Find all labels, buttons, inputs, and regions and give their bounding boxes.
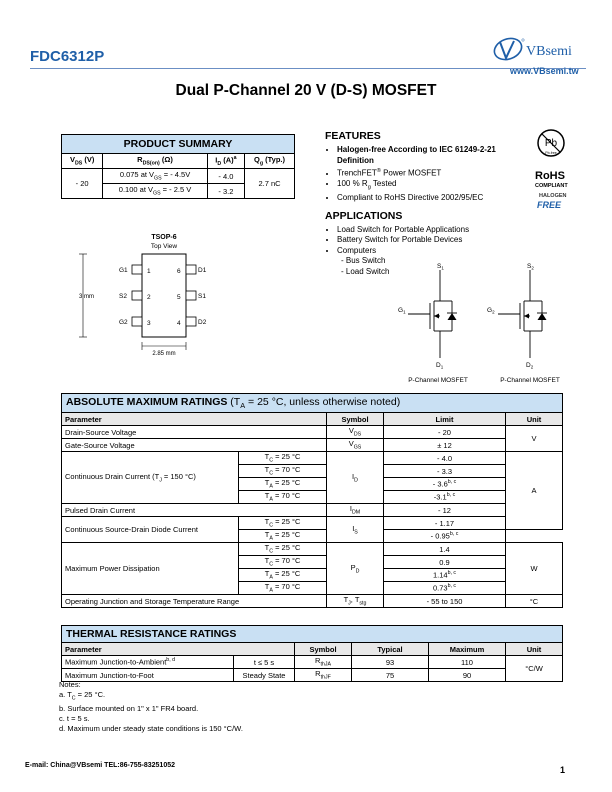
s2-label: $S_2$ [527, 263, 534, 271]
limit-cell: - 55 to 150 [384, 595, 506, 608]
limit-cell: 1.4 [384, 543, 506, 556]
rohs-badge: RoHS [535, 170, 565, 182]
g1-label: $G_1$ [398, 307, 406, 315]
rds-row-1: 0.075 at $V_{GS}$ = - 4.5V [103, 169, 207, 184]
pin-number: 1 [147, 268, 151, 275]
col-typical: Typical [352, 643, 429, 656]
limit-cell: ± 12 [384, 439, 506, 452]
row-junction-foot: Maximum Junction-to-Foot [62, 669, 234, 682]
application-item: • Load Switch for Portable Applications [337, 225, 525, 236]
row-operating-junction: Operating Junction and Storage Temperature Range [62, 595, 327, 608]
limit-cell: -3.1$^{b, c}$ [384, 491, 506, 504]
row-gate-source: Gate-Source Voltage [62, 439, 327, 452]
condition-cell: $T_C = 25$ °C [239, 452, 327, 465]
id-row-1: - 4.0 [207, 169, 244, 184]
pin-label: G1 [119, 267, 128, 274]
part-number: FDC6312P [30, 48, 105, 65]
application-item: • Battery Switch for Portable Devices [337, 235, 525, 246]
features-heading: FEATURES [325, 130, 381, 142]
rohs-compliant: COMPLIANT [535, 183, 568, 189]
condition-cell: $T_A = 25$ °C [239, 530, 327, 543]
id-row-2: - 3.2 [207, 184, 244, 199]
note-b: b. Surface mounted on 1" x 1" FR4 board. [59, 703, 199, 713]
unit-cell: V [506, 426, 563, 452]
limit-cell: - 3.3 [384, 465, 506, 478]
row-pulsed-drain: Pulsed Drain Current [62, 504, 327, 517]
col-rds: $R_{DS(on)}$ (Ω) [103, 154, 207, 169]
unit-cell: °C/W [506, 656, 563, 682]
limit-cell: 1.14$^{b, c}$ [384, 569, 506, 582]
col-parameter: Parameter [62, 643, 295, 656]
pb-label: Pb [544, 138, 558, 149]
pin-number: 2 [147, 294, 151, 301]
col-maximum: Maximum [429, 643, 506, 656]
symbol-cell: $I_{DM}$ [327, 504, 384, 517]
symbol-cell: $R_{thJA}$ [295, 656, 352, 669]
condition-cell: $T_C = 70$ °C [239, 556, 327, 569]
condition-cell: Steady State [234, 669, 295, 682]
col-limit: Limit [384, 413, 506, 426]
typical-cell: 93 [352, 656, 429, 669]
symbol-cell: $V_{DS}$ [327, 426, 384, 439]
limit-cell: - 4.0 [384, 452, 506, 465]
brand-name: VBsemi [526, 44, 572, 59]
features-section [325, 130, 525, 277]
symbol-cell: $I_S$ [327, 517, 384, 543]
halogen-free-label: FREE [537, 200, 562, 210]
symbol-cell: $P_D$ [327, 543, 384, 595]
pin-number: 6 [177, 268, 181, 275]
page-number: 1 [560, 765, 566, 775]
col-symbol: Symbol [295, 643, 352, 656]
application-subitem: - Load Switch [341, 266, 390, 276]
pin-number: 3 [147, 320, 151, 327]
unit-cell: A [506, 452, 563, 530]
pin-label: G2 [119, 319, 128, 326]
pb-sub-label: Pb-free [545, 151, 557, 155]
feature-item: • TrenchFET® Power MOSFET [337, 166, 525, 179]
thermal-heading: THERMAL RESISTANCE RATINGS [62, 626, 563, 643]
col-unit: Unit [506, 643, 563, 656]
feature-item: • Compliant to RoHS Directive 2002/95/EC [337, 193, 525, 204]
condition-cell: $T_A = 70$ °C [239, 582, 327, 595]
row-max-power: Maximum Power Dissipation [62, 543, 239, 595]
product-summary-table [61, 134, 295, 199]
footer-contact: E-mail: China@VBsemi TEL:86-755-83251052 [25, 762, 176, 769]
width-dimension: 2.85 mm [152, 351, 176, 357]
limit-cell: - 12 [384, 504, 506, 517]
schematic-caption: P-Channel MOSFET [408, 377, 468, 384]
symbol-cell: $T_J$, $T_{stg}$ [327, 595, 384, 608]
symbol-cell: $I_D$ [327, 452, 384, 504]
symbol-cell: $V_{GS}$ [327, 439, 384, 452]
maximum-cell: 90 [429, 669, 506, 682]
s1-label: $S_1$ [437, 263, 444, 271]
typical-cell: 75 [352, 669, 429, 682]
row-junction-ambient: Maximum Junction-to-Ambient$^{b, d}$ [62, 656, 234, 669]
col-unit: Unit [506, 413, 563, 426]
condition-cell: $T_A = 25$ °C [239, 478, 327, 491]
limit-cell: - 1.17 [384, 517, 506, 530]
pin-label: S2 [119, 293, 127, 300]
pb-free-icon [536, 128, 566, 158]
col-qg: $Q_g$ (Typ.) [244, 154, 294, 169]
maximum-cell: 110 [429, 656, 506, 669]
condition-cell: t ≤ 5 s [234, 656, 295, 669]
vds-value: - 20 [62, 169, 103, 199]
feature-item: • Halogen-free According to IEC 61249-2-21 Definition [337, 145, 525, 166]
symbol-cell: $R_{thJF}$ [295, 669, 352, 682]
height-dimension: 3 mm [79, 294, 94, 300]
mosfet-schematics [390, 258, 590, 386]
applications-heading: APPLICATIONS [325, 209, 403, 222]
package-name: TSOP-6 [151, 234, 177, 241]
g2-label: $G_2$ [487, 307, 495, 315]
pin-label: D1 [198, 267, 207, 274]
col-id: $I_D$ $(A)^a$ [207, 154, 244, 169]
limit-cell: 0.73$^{b, c}$ [384, 582, 506, 595]
d2-label: $D_2$ [526, 362, 534, 370]
qg-value: 2.7 nC [244, 169, 294, 199]
abs-max-heading: ABSOLUTE MAXIMUM RATINGS ($T_A = 25$ °C, unless otherwise noted) [62, 394, 563, 413]
notes-section [59, 680, 243, 735]
limit-cell: - 0.95$^{b, c}$ [384, 530, 506, 543]
unit-cell: W [506, 543, 563, 595]
condition-cell: $T_C = 70$ °C [239, 465, 327, 478]
unit-cell: °C [506, 595, 563, 608]
condition-cell: $T_A = 25$ °C [239, 569, 327, 582]
tsop6-package-diagram [70, 228, 230, 360]
application-item: • Computers [337, 246, 525, 257]
page-title: Dual P-Channel 20 V (D-S) MOSFET [175, 82, 437, 99]
feature-item: • 100 % $R_g$ Tested [337, 179, 525, 193]
pin-label: D2 [198, 319, 207, 326]
halogen-label: HALOGEN [539, 193, 567, 199]
note-a: a. $T_C = 25$ °C. [59, 690, 106, 702]
limit-cell: - 3.6$^{b, c}$ [384, 478, 506, 491]
pin-label: S1 [198, 293, 206, 300]
col-vds: $V_{DS}$ (V) [62, 154, 103, 169]
website-link[interactable]: www.VBsemi.tw [510, 66, 579, 76]
pin-number: 5 [177, 294, 181, 301]
package-view: Top View [150, 243, 178, 250]
note-d: d. Maximum under steady state conditions is 150 °C/W. [59, 724, 243, 734]
product-summary-heading: PRODUCT SUMMARY [62, 135, 295, 154]
rds-row-2: 0.100 at $V_{GS}$ = - 2.5 V [103, 184, 207, 199]
schematic-caption: P-Channel MOSFET [500, 377, 560, 384]
thermal-resistance-table [61, 625, 563, 682]
d1-label: $D_1$ [436, 362, 444, 370]
note-c: c. t = 5 s. [59, 714, 90, 724]
condition-cell: $T_C = 25$ °C [239, 543, 327, 556]
absolute-max-ratings-table [61, 393, 563, 608]
application-subitem: - Bus Switch [341, 256, 386, 266]
condition-cell: $T_A = 70$ °C [239, 491, 327, 504]
row-continuous-drain: Continuous Drain Current ($T_J = 150$ °C) [62, 452, 239, 504]
row-drain-source: Drain-Source Voltage [62, 426, 327, 439]
limit-cell: - 20 [384, 426, 506, 439]
col-symbol: Symbol [327, 413, 384, 426]
row-source-drain-diode: Continuous Source-Drain Diode Current [62, 517, 239, 543]
condition-cell: $T_C = 25$ °C [239, 517, 327, 530]
notes-heading: Notes: [59, 680, 81, 689]
limit-cell: 0.9 [384, 556, 506, 569]
header-rule [30, 68, 586, 69]
pin-number: 4 [177, 320, 181, 327]
col-parameter: Parameter [62, 413, 327, 426]
